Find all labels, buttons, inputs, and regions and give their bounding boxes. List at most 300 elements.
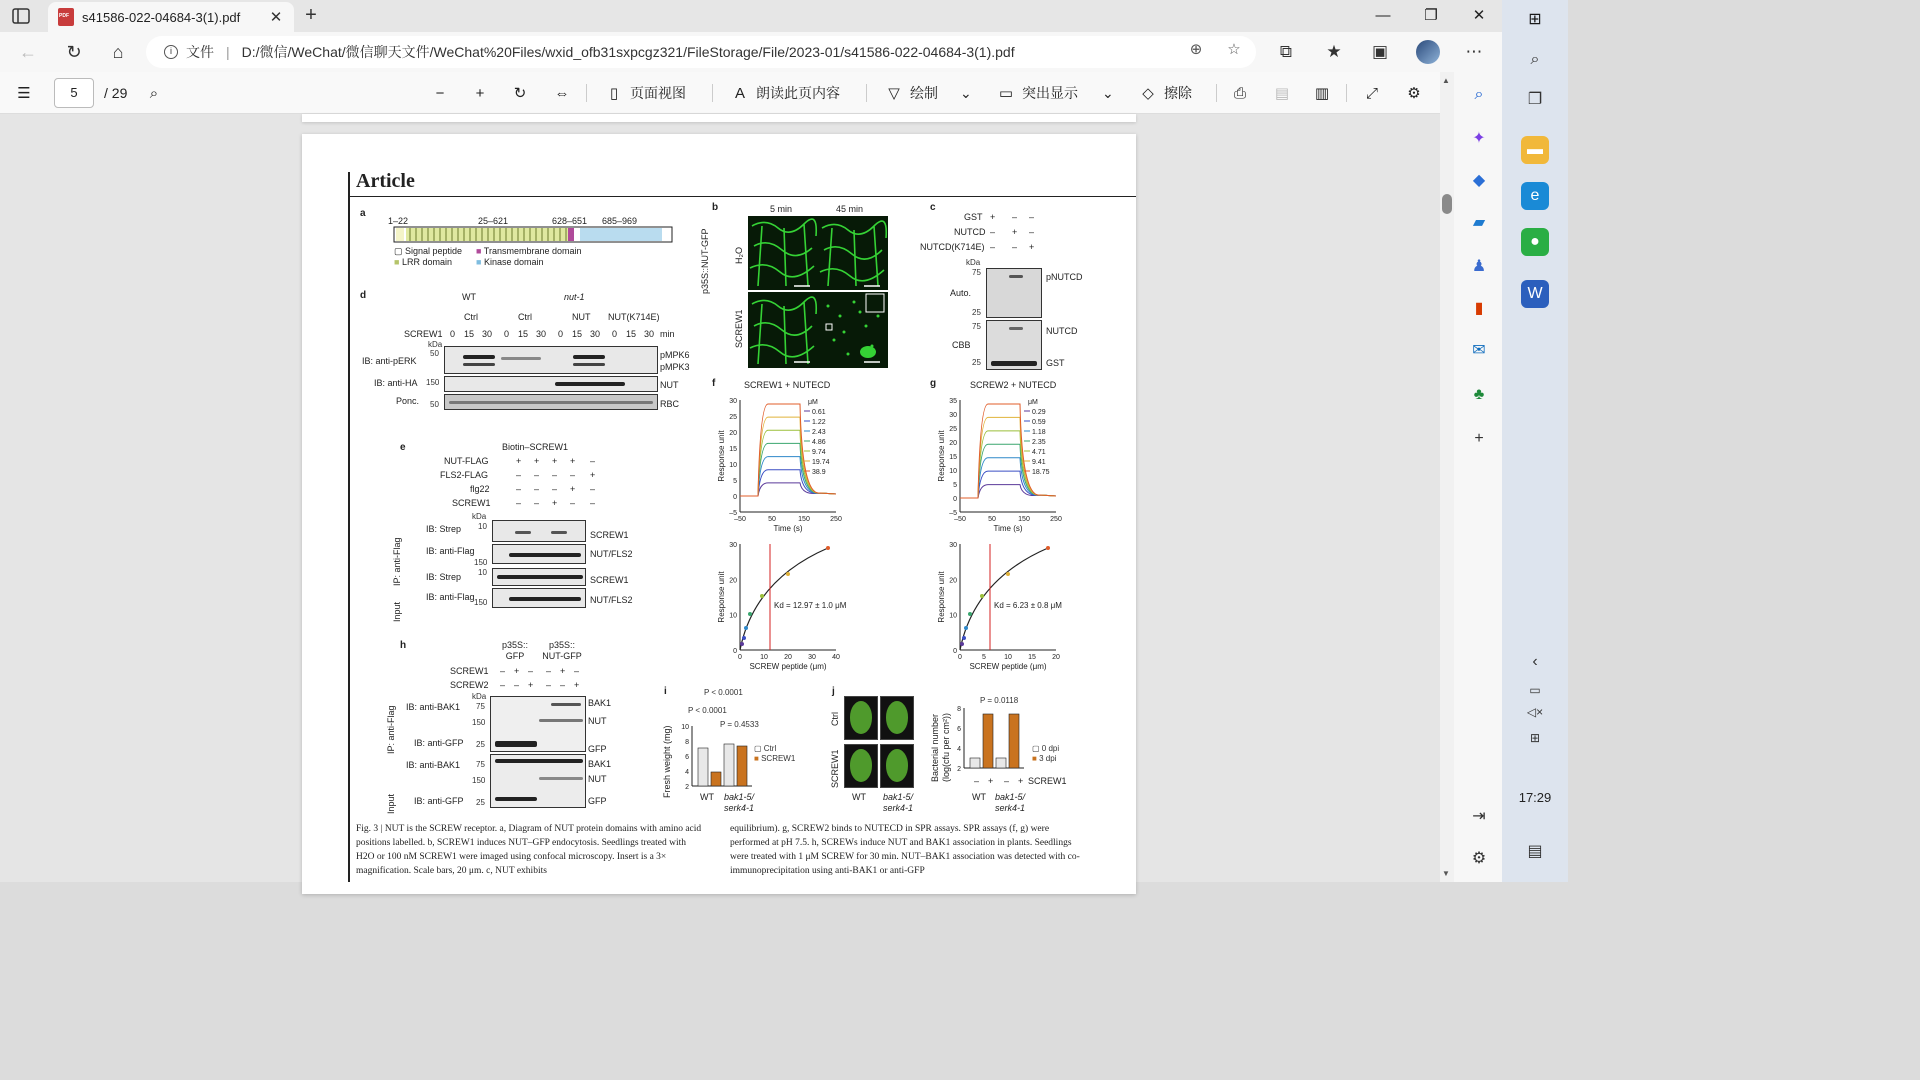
tab-title: s41586-022-04684-3(1).pdf xyxy=(82,9,241,25)
ib-label: IB: anti-GFP xyxy=(414,796,464,806)
fit-curve xyxy=(740,548,828,650)
minimize-button[interactable]: — xyxy=(1375,7,1391,24)
refresh-button[interactable]: ↻ xyxy=(66,42,82,62)
y-tick: 8 xyxy=(957,706,961,713)
sign: – xyxy=(528,666,534,676)
band-label: NUT xyxy=(660,380,679,390)
row-label: SCREW2 xyxy=(450,680,489,690)
x-tick: WT xyxy=(852,792,866,802)
input-label: Input xyxy=(392,601,402,622)
sign: + xyxy=(574,680,580,690)
edge-icon[interactable]: e xyxy=(1521,182,1549,210)
page-total: / 29 xyxy=(104,85,128,101)
x-axis-label: SCREW peptide (μm) xyxy=(969,662,1047,671)
kda-mark: 25 xyxy=(972,308,981,317)
y-tick: 2 xyxy=(957,766,961,773)
y-tick: 0 xyxy=(733,494,737,501)
blot-cbb xyxy=(986,320,1042,370)
copilot-icon[interactable]: ✦ xyxy=(1472,130,1486,147)
legend-entry: 18.75 xyxy=(1032,469,1050,476)
row-label: SCREW1 xyxy=(452,498,491,508)
data-point xyxy=(960,642,964,646)
kda-mark: 50 xyxy=(430,349,439,358)
draw-button[interactable] xyxy=(884,83,938,103)
page-number-input[interactable]: 5 xyxy=(54,78,94,108)
blot-strep-input xyxy=(492,568,586,586)
y-tick: 10 xyxy=(949,612,957,620)
y-tick: 8 xyxy=(685,739,689,746)
sub-label: NUT(K714E) xyxy=(608,312,660,322)
sign: – xyxy=(990,227,996,237)
auto-label: Auto. xyxy=(950,288,972,298)
y-tick: 30 xyxy=(949,412,957,419)
kd-label: Kd = 6.23 ± 0.8 μM xyxy=(994,601,1062,610)
data-point xyxy=(968,612,972,616)
y-tick: 4 xyxy=(685,769,689,776)
spr-sensorgram-g xyxy=(938,394,1078,536)
y-axis-label: Response unit xyxy=(937,571,946,623)
time: 0 xyxy=(558,329,564,339)
time: 30 xyxy=(536,329,547,339)
y-tick: 0 xyxy=(953,496,957,503)
sub-label: Ctrl xyxy=(518,312,532,322)
y-tick: 30 xyxy=(949,542,957,549)
row-label: SCREW1 xyxy=(450,666,489,676)
p-value: P = 0.4533 xyxy=(720,720,759,729)
collections-icon[interactable]: ▣ xyxy=(1371,42,1389,61)
battery-icon[interactable]: ▭ xyxy=(1529,683,1541,697)
fresh-weight-chart xyxy=(676,722,756,792)
spr-binding-f xyxy=(718,538,858,678)
kda-label: kDa xyxy=(966,258,981,267)
y-tick: 25 xyxy=(729,414,737,421)
legend-item: ■ SCREW1 xyxy=(754,754,796,763)
blot-ha xyxy=(444,376,658,392)
data-point xyxy=(962,636,966,640)
y-axis-label: Fresh weight (mg) xyxy=(662,725,672,798)
kda-mark: 75 xyxy=(476,760,485,769)
toolbar-divider xyxy=(586,84,587,102)
favorites-icon[interactable]: ★ xyxy=(1326,42,1342,61)
contents-icon[interactable]: ☰ xyxy=(17,85,31,102)
pdf-page xyxy=(302,134,1136,894)
settings-icon[interactable]: ⚙ xyxy=(1407,85,1421,102)
sign: – xyxy=(552,484,558,494)
kda-label: kDa xyxy=(472,692,487,701)
x-tick: 50 xyxy=(988,516,996,523)
read-aloud-icon: A xyxy=(734,85,745,102)
time: 30 xyxy=(482,329,493,339)
sign: – xyxy=(590,456,596,466)
legend-entry: 1.22 xyxy=(812,419,826,426)
network-icon[interactable]: ⊞ xyxy=(1529,731,1541,745)
info-icon[interactable]: i xyxy=(164,45,178,59)
panel-g-label: g xyxy=(930,378,937,389)
scroll-down-icon[interactable]: ▼ xyxy=(1442,869,1450,878)
bar xyxy=(724,744,734,786)
margin-rule xyxy=(348,172,350,882)
add-favorite-icon[interactable]: ☆ xyxy=(1227,41,1241,58)
highlight-label: 突出显示 xyxy=(1022,85,1078,101)
bar xyxy=(1009,714,1019,768)
toolbar-divider xyxy=(712,84,713,102)
y-tick: 20 xyxy=(729,577,737,585)
tab-actions-icon[interactable] xyxy=(10,6,32,26)
y-tick: 6 xyxy=(685,754,689,761)
x-tick: bak1-5/ serk4-1 xyxy=(882,792,914,813)
sign: – xyxy=(1004,776,1010,786)
data-point xyxy=(740,642,744,646)
sign: – xyxy=(574,666,580,676)
games-icon[interactable]: ♟ xyxy=(1471,258,1487,275)
time-col: 5 min xyxy=(770,204,793,214)
legend-unit: μM xyxy=(808,399,818,406)
file-explorer-icon[interactable]: ▬ xyxy=(1521,136,1549,164)
previous-page-edge xyxy=(302,114,1136,122)
new-tab-button[interactable]: + xyxy=(305,4,317,26)
x-tick: 20 xyxy=(1052,654,1060,661)
data-point xyxy=(742,636,746,640)
toolbar-divider xyxy=(866,84,867,102)
sign: + xyxy=(534,456,540,466)
tab-close-icon[interactable]: ✕ xyxy=(269,9,283,26)
sign: – xyxy=(514,680,520,690)
blot-autoradiograph xyxy=(986,268,1042,318)
panel-h-label: h xyxy=(400,640,407,651)
time: 0 xyxy=(450,329,456,339)
page-view-button[interactable] xyxy=(604,83,686,103)
y-tick: 20 xyxy=(949,440,957,447)
browser-tab[interactable] xyxy=(48,2,294,32)
sign: + xyxy=(1029,242,1035,252)
data-point xyxy=(786,572,790,576)
x-tick: –50 xyxy=(954,516,966,523)
row-label: SCREW1 xyxy=(830,749,840,788)
x-tick: bak1-5/ serk4-1 xyxy=(994,792,1026,813)
sign: + xyxy=(988,776,994,786)
panel-j-label: j xyxy=(832,686,835,697)
x-tick: 10 xyxy=(1004,654,1012,661)
volume-mute-icon[interactable]: ◁× xyxy=(1526,705,1544,719)
y-axis-label: Response unit xyxy=(937,430,946,482)
row-label: flg22 xyxy=(470,484,490,494)
outlook-icon[interactable]: ✉ xyxy=(1472,342,1486,359)
x-tick: 10 xyxy=(760,654,768,661)
zoom-icon[interactable]: ⊕ xyxy=(1189,41,1203,58)
band-label: pNUTCD xyxy=(1046,272,1083,282)
band-label: NUT/FLS2 xyxy=(590,549,633,559)
back-button[interactable]: ← xyxy=(19,42,37,62)
kd-label: Kd = 12.97 ± 1.0 μM xyxy=(774,601,847,610)
ib-label: IB: Strep xyxy=(426,572,462,582)
legend-item: ▢ 0 dpi xyxy=(1032,744,1060,753)
row-label: NUTCD(K714E) xyxy=(920,242,985,252)
highlight-dropdown-icon[interactable]: ⌄ xyxy=(1102,85,1114,101)
x-tick: 5 xyxy=(982,654,986,661)
legend-entry: 19.74 xyxy=(812,459,830,466)
sign: – xyxy=(534,484,540,494)
y-tick: 20 xyxy=(949,577,957,585)
scrollbar-thumb[interactable] xyxy=(1442,194,1452,214)
pdf-viewport[interactable] xyxy=(0,114,1440,882)
y-tick: 5 xyxy=(733,478,737,485)
edge-sidebar xyxy=(1454,72,1502,882)
sign: – xyxy=(560,680,566,690)
legend-entry: 0.61 xyxy=(812,409,826,416)
windows-start-icon[interactable]: ⊞ xyxy=(1528,11,1542,28)
scroll-up-icon[interactable]: ▲ xyxy=(1442,76,1450,85)
shopping-icon[interactable]: ◆ xyxy=(1472,172,1486,189)
band-label: pMPK3 xyxy=(660,362,690,372)
ib-label: IB: anti-GFP xyxy=(414,738,464,748)
band-label: pMPK6 xyxy=(660,350,690,360)
url-text: D:/微信/WeChat/微信聊天文件/WeChat%20Files/wxid_ofb31sxpcgz321/FileStorage/File/2023-01/s41586-022-04684-3(1).pdf xyxy=(241,44,1015,60)
draw-dropdown-icon[interactable]: ⌄ xyxy=(960,85,972,101)
group-label: WT xyxy=(462,292,476,302)
office-icon[interactable]: ▮ xyxy=(1474,300,1484,317)
leaf-image xyxy=(880,696,914,740)
band-label: SCREW1 xyxy=(590,530,629,540)
blot-strep-ip xyxy=(492,520,586,542)
ip-label: IP: anti-Flag xyxy=(386,705,396,754)
wechat-icon[interactable]: ● xyxy=(1521,228,1549,256)
x-tick: WT xyxy=(700,792,714,802)
sign: – xyxy=(1029,212,1035,222)
kda-mark: 50 xyxy=(430,400,439,409)
pdf-icon xyxy=(58,8,74,26)
y-tick: –5 xyxy=(729,510,737,517)
time: 30 xyxy=(590,329,601,339)
task-view-icon[interactable]: ❐ xyxy=(1527,91,1543,108)
fit-width-icon[interactable]: ⇔ xyxy=(554,85,570,102)
sensorgram-curve xyxy=(960,485,1056,498)
sign: – xyxy=(516,484,522,494)
x-axis-label: Time (s) xyxy=(993,524,1023,533)
toolbar-divider xyxy=(1346,84,1347,102)
time-unit: min xyxy=(660,329,675,339)
sign: – xyxy=(534,498,540,508)
panel-a-label: a xyxy=(360,208,366,219)
restore-button[interactable]: ❐ xyxy=(1424,7,1438,24)
blot-input-h xyxy=(490,754,586,808)
search-icon[interactable]: ⌕ xyxy=(1530,51,1540,68)
leaf-image xyxy=(844,696,878,740)
erase-button[interactable] xyxy=(1138,83,1192,103)
sign: – xyxy=(500,666,506,676)
panel-f-label: f xyxy=(712,378,716,389)
tree-icon[interactable]: ♣ xyxy=(1473,386,1485,403)
x-tick: 50 xyxy=(768,516,776,523)
sign: – xyxy=(516,498,522,508)
row-label: H₂O xyxy=(734,247,744,264)
kda-mark: 10 xyxy=(478,568,487,577)
data-point xyxy=(760,594,764,598)
sign: – xyxy=(590,498,596,508)
notification-icon[interactable]: ▤ xyxy=(1527,843,1543,860)
close-window-button[interactable]: ✕ xyxy=(1472,7,1486,24)
read-aloud-button[interactable] xyxy=(730,83,840,103)
search-icon[interactable]: ⌕ xyxy=(149,85,159,102)
more-menu-icon[interactable]: ⋯ xyxy=(1465,42,1483,61)
draw-icon: ▽ xyxy=(888,85,900,102)
sign: – xyxy=(974,776,980,786)
input-label: Input xyxy=(386,793,396,814)
zoom-out-icon[interactable]: − xyxy=(435,85,445,102)
y-tick: 15 xyxy=(949,454,957,461)
sign: – xyxy=(570,498,576,508)
kda-mark: 25 xyxy=(476,740,485,749)
domain-diagram xyxy=(394,226,674,244)
blot-flag-input xyxy=(492,588,586,608)
time: 15 xyxy=(572,329,583,339)
y-tick: 10 xyxy=(681,724,689,731)
ib-label: IB: anti-Flag xyxy=(426,592,475,602)
x-tick: 15 xyxy=(1028,654,1036,661)
legend-unit: μM xyxy=(1028,399,1038,406)
article-header: Article xyxy=(356,170,415,192)
sub-label: Ctrl xyxy=(464,312,478,322)
save-icon[interactable]: ▤ xyxy=(1274,85,1290,102)
tools-icon[interactable]: ▰ xyxy=(1472,214,1486,231)
band-label: RBC xyxy=(660,399,680,409)
y-tick: 10 xyxy=(949,468,957,475)
cbb-label: CBB xyxy=(952,340,971,350)
rotate-icon[interactable]: ↻ xyxy=(513,85,527,102)
legend-lrr: ■ LRR domain xyxy=(394,257,452,267)
save-as-icon[interactable]: ▥ xyxy=(1314,85,1330,102)
p-value: P = 0.0118 xyxy=(980,696,1019,705)
sign: + xyxy=(590,470,596,480)
legend-entry: 4.71 xyxy=(1032,449,1046,456)
row-label: NUT-FLAG xyxy=(444,456,489,466)
p-value: P < 0.0001 xyxy=(704,688,743,697)
legend-entry: 0.29 xyxy=(1032,409,1046,416)
kda-label: kDa xyxy=(472,512,487,521)
leaf-image xyxy=(880,744,914,788)
x-tick: 250 xyxy=(1050,516,1062,523)
bacterial-number-chart xyxy=(948,704,1028,774)
sign: – xyxy=(590,484,596,494)
kda-mark: 150 xyxy=(474,598,488,607)
y-tick: 0 xyxy=(733,648,737,655)
legend-transmembrane: ■ Transmembrane domain xyxy=(476,246,582,256)
domain-position: 685–969 xyxy=(602,216,638,226)
legend-entry: 38.9 xyxy=(812,469,826,476)
home-button[interactable]: ⌂ xyxy=(112,42,124,62)
data-point xyxy=(964,626,968,630)
page-view-label: 页面视图 xyxy=(630,85,686,101)
extensions-icon[interactable]: ⧉ xyxy=(1279,42,1293,61)
sign: – xyxy=(546,680,552,690)
y-tick: 5 xyxy=(953,482,957,489)
blot-perk xyxy=(444,346,658,374)
add-icon[interactable]: + xyxy=(1474,430,1484,447)
chevron-left-icon[interactable]: ‹ xyxy=(1532,653,1538,670)
band-label: NUT xyxy=(588,716,607,726)
sign: – xyxy=(500,680,506,690)
figure-caption-left: Fig. 3 | NUT is the SCREW receptor. a, Diagram of NUT protein domains with amino acid positions labelled. b, SCREW1 induces NUT–GFP endocytosis. Seedlings treated with H2O or 100 nM SCREW1 were imaged using confocal microscopy. Insert is a 3× magnification. Scale bars, 20 μm. c, NUT exhibits xyxy=(356,824,702,876)
profile-avatar[interactable] xyxy=(1416,40,1440,64)
domain-position: 628–651 xyxy=(552,216,588,226)
time: 15 xyxy=(626,329,637,339)
y-tick: 0 xyxy=(953,648,957,655)
group-label: nut-1 xyxy=(564,292,585,302)
spr-binding-g xyxy=(938,538,1078,678)
data-point xyxy=(1006,572,1010,576)
band-label: NUT/FLS2 xyxy=(590,595,633,605)
hide-sidebar-icon[interactable]: ⇥ xyxy=(1472,808,1486,825)
highlight-button[interactable] xyxy=(996,83,1078,103)
read-aloud-label: 朗读此页内容 xyxy=(756,85,840,101)
sign: + xyxy=(560,666,566,676)
time: 15 xyxy=(464,329,475,339)
y-tick: –5 xyxy=(949,510,957,517)
kda-mark: 150 xyxy=(474,558,488,567)
page-view-icon: ▯ xyxy=(609,85,619,102)
pdf-toolbar xyxy=(0,72,1440,114)
search-icon[interactable]: ⌕ xyxy=(1474,86,1484,103)
screw1-label: SCREW1 xyxy=(404,329,443,339)
sign: – xyxy=(552,470,558,480)
legend-entry: 1.18 xyxy=(1032,429,1046,436)
ib-label: Ponc. xyxy=(396,396,420,406)
kda-label: kDa xyxy=(428,340,443,349)
kda-mark: 150 xyxy=(472,718,486,727)
y-tick: 2 xyxy=(685,784,689,791)
y-tick: 6 xyxy=(957,726,961,733)
blot-ponceau xyxy=(444,394,658,410)
kda-mark: 25 xyxy=(972,358,981,367)
p-value: P < 0.0001 xyxy=(688,706,727,715)
microscopy-ylabel: p35S::NUT-GFP xyxy=(700,228,710,294)
y-axis-label: Bacterial number (log(cfu per cm²)) xyxy=(930,712,951,782)
sign: – xyxy=(534,470,540,480)
figure-caption-right: equilibrium). g, SCREW2 binds to NUTECD in SPR assays. SPR assays (f, g) were performed at pH 7.5. h, SCREWs induce NUT and BAK1 association in plants. Seedlings were treated with 1 μM SCREW for 30 min. NUT–BAK1 association was detected with co-immunoprecipitation using anti-BAK1 or anti-GFP xyxy=(730,824,1080,876)
y-tick: 30 xyxy=(729,542,737,549)
url-field[interactable] xyxy=(146,36,1256,68)
eraser-icon: ◇ xyxy=(1142,85,1154,102)
print-icon[interactable]: ⎙ xyxy=(1233,85,1246,102)
row-label: SCREW1 xyxy=(734,309,744,348)
legend-entry: 2.35 xyxy=(1032,439,1046,446)
time: 15 xyxy=(518,329,529,339)
sign: – xyxy=(1029,227,1035,237)
fit-curve xyxy=(960,548,1048,650)
sensorgram-curve xyxy=(740,483,836,496)
data-point xyxy=(1046,546,1050,550)
data-point xyxy=(980,594,984,598)
vertical-scrollbar[interactable] xyxy=(1440,72,1454,882)
clock: 17:29 xyxy=(1518,790,1552,805)
kda-mark: 75 xyxy=(972,322,981,331)
legend-kinase: ■ Kinase domain xyxy=(476,257,544,267)
y-tick: 20 xyxy=(729,430,737,437)
y-tick: 25 xyxy=(949,426,957,433)
sidebar-settings-icon[interactable]: ⚙ xyxy=(1471,850,1487,867)
biotin-label: Biotin–SCREW1 xyxy=(502,442,569,452)
zoom-in-icon[interactable]: + xyxy=(475,85,485,102)
sign: + xyxy=(552,498,558,508)
windows-taskbar xyxy=(1502,0,1568,882)
sign: + xyxy=(990,212,996,222)
legend-entry: 4.86 xyxy=(812,439,826,446)
x-tick: 0 xyxy=(738,654,742,661)
tab-bar xyxy=(0,0,1502,32)
url-separator: | xyxy=(226,44,230,60)
fullscreen-icon[interactable]: ⤢ xyxy=(1365,85,1378,102)
word-icon[interactable]: W xyxy=(1521,280,1549,308)
band-label: SCREW1 xyxy=(590,575,629,585)
